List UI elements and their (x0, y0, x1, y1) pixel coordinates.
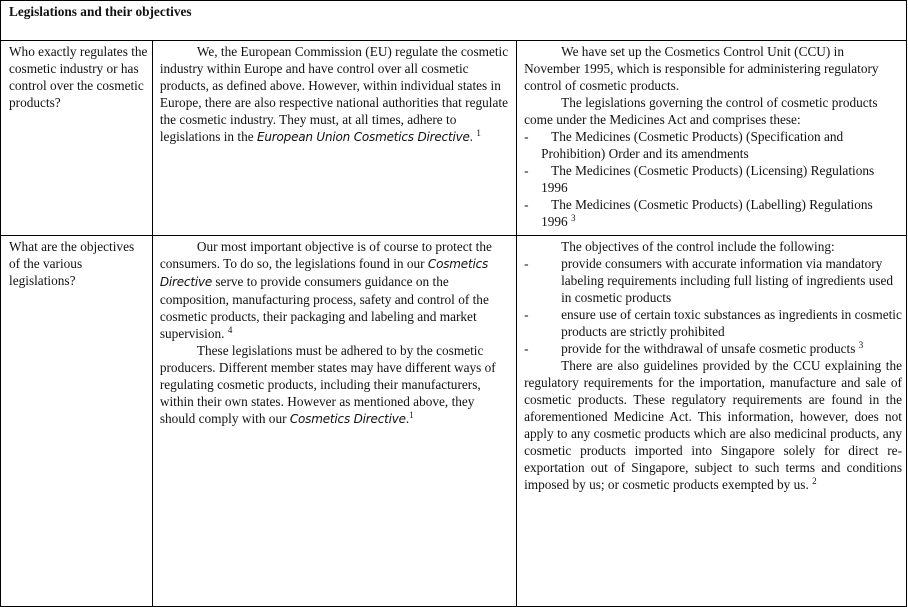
footnote-marker: 1 (409, 410, 414, 420)
question-text: What are the objectives of the various legislations? (9, 239, 135, 288)
dash-bullet: - (524, 341, 529, 356)
question-text: Who exactly regulates the cosmetic industry or has control over the cosmetic products? (9, 44, 148, 110)
legislation-item-text: The Medicines (Cosmetic Products) (Specification and Prohibition) Order and its amendments (541, 129, 844, 161)
legislation-item-text: The Medicines (Cosmetic Products) (Licensing) Regulations 1996 (541, 163, 875, 195)
paragraph-text-end: . (469, 129, 473, 144)
eu-paragraph (160, 43, 510, 146)
footnote-marker: 4 (227, 325, 233, 335)
paragraph-text-end: . (405, 411, 410, 426)
sg-intro-paragraph: We have set up the Cosmetics Control Unit (CCU) in November 1995, which is responsible for administering regulatory control of cosmetic products. (524, 44, 879, 93)
eu-paragraph (160, 342, 510, 428)
directive-title: Cosmetics Directive (159, 257, 489, 289)
paragraph-text: Our most important objective is of course to protect the consumers. To do so, the legislations found in our (159, 239, 492, 271)
footnote-marker: 3 (858, 340, 864, 350)
legislation-list-item (524, 196, 902, 230)
paragraph-text: These legislations must be adhered to by the cosmetic producers. Different member states may have different ways of regulating cosmetic products, including their manufacturers, within their own states. However as mentioned above, they should comply with our (159, 343, 496, 426)
closing-text: There are also guidelines provided by the CCU explaining the regulatory requirements for the importation, manufacture and sale of cosmetic products. These regulatory requirements are found in the aforementioned Medicine Act. This information, however, does not apply to any cosmetic products which are also medicinal products, any cosmetic products imported into Singapore solely for direct re-exportation out of Singapore, subject to such terms and conditions imposed by us; or cosmetic products exempted by us. (524, 358, 902, 492)
dash-bullet: - (524, 307, 529, 322)
table-title: Legislations and their objectives (9, 4, 192, 19)
paragraph-text: We, the European Commission (EU) regulate the cosmetic industry within Europe and have control over all cosmetic products, as defined above. However, within individual states in Europe, there are also respective national authorities that regulate the cosmetic industry. They must, at all times, adhere to legislations in the (159, 44, 509, 144)
dash-bullet: - (524, 163, 529, 178)
footnote-marker: 2 (812, 476, 817, 486)
objective-item-text: ensure use of certain toxic substances as ingredients in cosmetic products are strictly prohibited (561, 307, 902, 339)
legislation-list-item (524, 162, 902, 196)
directive-title: European Union Cosmetics Directive (256, 130, 470, 144)
table-row (1, 41, 907, 236)
sg-legislation-intro: The legislations governing the control of cosmetic products come under the Medicines Act and comprises these: (524, 95, 878, 127)
eu-answer-cell (152, 236, 516, 607)
legislation-list-item (524, 128, 902, 162)
objective-list-item (524, 340, 902, 357)
sg-objectives-intro: The objectives of the control include the following: (561, 239, 835, 254)
sg-answer-cell (517, 41, 907, 236)
directive-title: Cosmetics Directive (289, 412, 406, 426)
paragraph-text-end: serve to provide consumers guidance on the composition, manufacturing process, safety and control of the cosmetic products, their packaging and labeling and market supervision. (159, 274, 489, 341)
title-row (1, 1, 907, 41)
objective-item-text: provide for the withdrawal of unsafe cosmetic products (561, 341, 856, 356)
footnote-marker: 3 (571, 213, 576, 223)
objective-list-item (524, 255, 902, 306)
sg-answer-cell (517, 236, 907, 607)
objective-list-item (524, 306, 902, 340)
dash-bullet: - (524, 129, 529, 144)
footnote-marker: 1 (476, 128, 481, 138)
objective-item-text: provide consumers with accurate information via mandatory labeling requirements including full listing of ingredients used in cosmetic products (561, 256, 894, 305)
table-row (1, 236, 907, 607)
dash-bullet: - (524, 197, 529, 212)
title-cell (1, 1, 907, 41)
eu-paragraph (160, 238, 510, 342)
question-cell (1, 236, 153, 607)
dash-bullet: - (524, 256, 529, 271)
legislation-item-text: The Medicines (Cosmetic Products) (Labelling) Regulations 1996 (541, 197, 873, 229)
sg-closing-paragraph (524, 357, 902, 493)
eu-answer-cell (152, 41, 516, 236)
question-cell (1, 41, 153, 236)
